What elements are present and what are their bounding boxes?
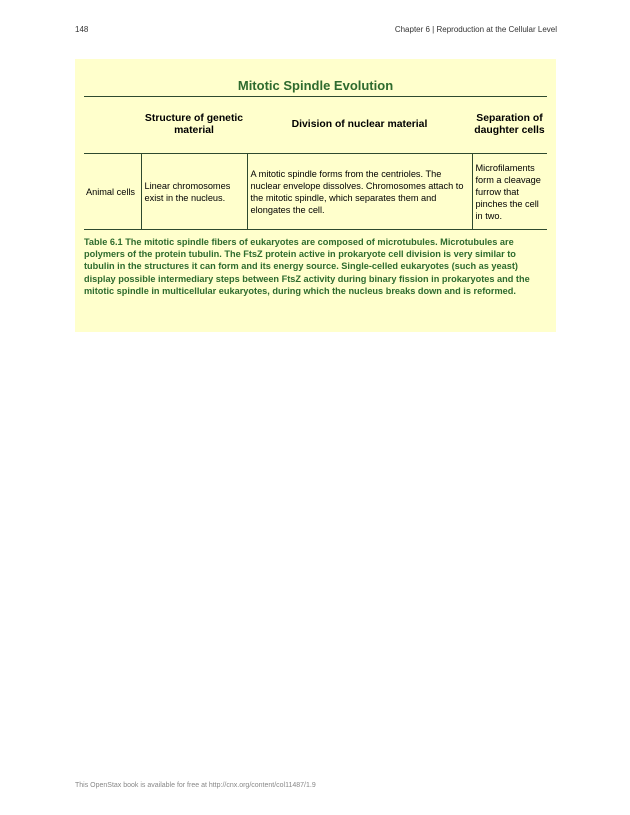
cell-separation: Microfilaments form a cleavage furrow that pinches the cell in two. bbox=[472, 154, 547, 230]
cell-division: A mitotic spindle forms from the centrioles. The nuclear envelope dissolves. Chromosomes attach to the mitotic spindle, which separates them and elongates the cell. bbox=[247, 154, 472, 230]
page-number: 148 bbox=[75, 25, 89, 34]
footer-note: This OpenStax book is available for free at http://cnx.org/content/col11487/1.9 bbox=[75, 782, 316, 789]
table-row bbox=[84, 154, 547, 230]
header-cell-separation: Separation of daughter cells bbox=[474, 112, 545, 136]
header-cell-organism bbox=[84, 97, 141, 154]
chapter-header: Chapter 6 | Reproduction at the Cellular Level bbox=[394, 25, 557, 34]
header-cell-division: Division of nuclear material bbox=[291, 118, 428, 130]
table-title: Mitotic Spindle Evolution bbox=[237, 78, 394, 93]
table-caption: Table 6.1 The mitotic spindle fibers of eukaryotes are composed of microtubules. Microtubules are polymers of the protein tubulin. The FtsZ protein active in prokaryote cell division is very similar to tubulin in the structures it can form and its energy source. Single-celled eukaryotes (such as yeast) display possible intermediary steps between FtsZ activity during binary fission in prokaryotes and the mitotic spindle in multicellular eukaryotes, during which the nucleus breaks down and is reformed. bbox=[84, 237, 530, 296]
spindle-table bbox=[84, 96, 547, 230]
table-box bbox=[75, 59, 556, 332]
table-header-row bbox=[84, 97, 547, 154]
header-cell-structure: Structure of genetic material bbox=[144, 112, 244, 136]
cell-structure: Linear chromosomes exist in the nucleus. bbox=[141, 154, 247, 230]
cell-organism: Animal cells bbox=[86, 186, 136, 197]
